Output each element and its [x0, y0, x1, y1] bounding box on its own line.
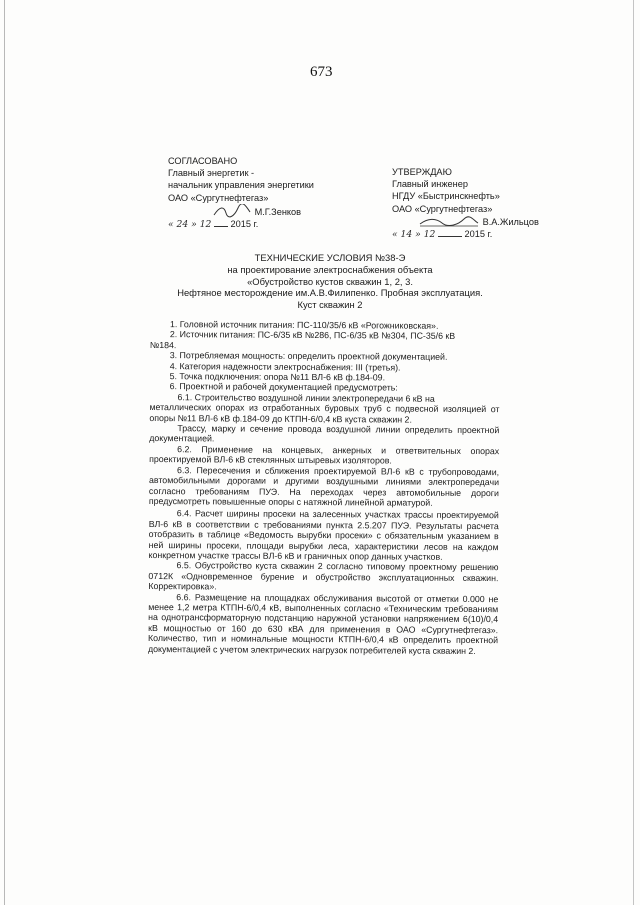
approval-line: Главный энергетик -	[168, 168, 255, 179]
approval-block-agreed	[168, 155, 314, 231]
paragraph-text: 6.2. Применение на концевых, анкерных и ответвительных опорах проектируемой ВЛ-6 кВ стеклянных штыревых изоляторов.	[149, 444, 500, 466]
approval-line: НГДУ «Быстринскнефть»	[392, 191, 500, 202]
list-item: 6.1. Строительство воздушной линии электропередачи 6 кВ на	[177, 392, 435, 404]
list-item: 6. Проектной и рабочей документацией предусмотреть:	[169, 381, 398, 393]
approval-block-approved	[392, 166, 539, 241]
list-item: 2. Источник питания: ПС-6/35 кВ №286, ПС-6/35 кВ №304, ПС-35/6 кВ	[169, 329, 456, 342]
paragraph: металлических опорах из отработанных буровых труб с подвесной изоляцией от опоры №11 ВЛ-6 кВ ф.184-09 до КТПН-6/0,4 кВ куста скважин 2.	[149, 402, 500, 425]
approval-line: начальник управления энергетики	[168, 180, 314, 191]
title-line: на проектирование электроснабжения объекта	[227, 263, 433, 275]
list-item: 3. Потребляемая мощность: определить проектной документацией.	[169, 350, 448, 363]
paragraph	[149, 423, 499, 446]
paragraph	[148, 592, 498, 657]
title-line: ТЕХНИЧЕСКИЕ УСЛОВИЯ №38-Э	[254, 252, 406, 263]
approval-line: ОАО «Сургутнефтегаз»	[392, 203, 493, 214]
paragraph	[149, 465, 499, 509]
approval-line: Главный инженер	[392, 179, 468, 190]
approval-date-underline	[214, 226, 228, 227]
document-body	[148, 319, 500, 656]
signature-image	[212, 204, 252, 218]
paragraph	[148, 560, 498, 593]
paragraph-text: Трассу, марку и сечение провода воздушной линии определить проектной документацией.	[149, 423, 500, 444]
paragraph-text: 6.4. Расчет ширины просеки на залесенных участках трассы проектируемой ВЛ-6 кВ в соответствии с требованиями пункта 2.5.207 ПУЭ. Результаты расчета отобразить в таблице «Ведомость вырубки просеки» с обязательным указанием в ней ширины просеки, площади вырубки леса, характеристики лесов на каждом конкретном участке трассы ВЛ-6 кВ и граничных опор данных участков.	[148, 508, 499, 562]
approval-date-handwritten: « 14 » 12	[392, 229, 436, 241]
paragraph	[149, 508, 499, 562]
approval-signer: В.А.Жильцов	[482, 216, 539, 227]
paragraph-text: 6.3. Пересечения и сближения проектируемой ВЛ-6 кВ с трубопроводами, автомобильными дорогами и другими воздушными линиями электропередачи согласно требованиям ПУЭ. На переходах через автомобильные дороги предусмотреть повышенные опоры с натяжной линейной арматурой.	[148, 464, 500, 508]
approval-heading: УТВЕРЖДАЮ	[392, 167, 452, 177]
scan-edge-left	[4, 0, 5, 905]
title-line: Нефтяное месторождение им.А.В.Филипенко. Пробная эксплуатация.	[177, 287, 483, 299]
list-item: 4. Категория надежности электроснабжения: III (третья).	[169, 360, 401, 373]
paragraph-text: 6.6. Размещение на площадках обслуживания высотой от отметки 0.000 не менее 1,2 метра КТПН-6/0,4 кВ, выполненных согласно «Техническим требованиям на однотрансформаторную подстанцию наружной установки напряжением 6(10)/0,4 кВ мощностью от 160 до 630 кВА для применения в ОАО «Сургутнефтегаз». Количество, тип и номинальные мощности КТПН-6/0,4 кВ определить проектной документацией с учетом электрических нагрузок потребителей куста скважин 2.	[147, 591, 499, 656]
list-item-continuation: №184.	[149, 339, 177, 350]
list-item: 5. Точка подключения: опора №11 ВЛ-6 кВ ф.184-09.	[169, 371, 386, 383]
approval-date-handwritten: « 24 » 12	[168, 219, 212, 231]
approval-heading: СОГЛАСОВАНО	[168, 156, 238, 166]
approval-signer: М.Г.Зенков	[254, 206, 302, 217]
signature-image	[418, 215, 480, 227]
approval-line: ОАО «Сургутнефтегаз»	[168, 192, 269, 203]
list-item: 1. Головной источник питания: ПС-110/35/6 кВ «Рогожниковская».	[169, 319, 439, 331]
approval-date-year: 2015 г.	[464, 229, 493, 240]
scan-edge-right	[633, 0, 634, 905]
title-line: Куст скважин 2	[297, 299, 363, 311]
approval-date-year: 2015 г.	[230, 219, 259, 230]
paragraph-text: 6.5. Обустройство куста скважин 2 согласно типовому проектному решению 0712К «Одновременное бурение и обустройство эксплуатационных скважин. Корректировка».	[148, 560, 499, 592]
paragraph	[149, 444, 499, 467]
document-title	[150, 252, 510, 311]
approval-date-underline	[438, 236, 462, 237]
title-line: «Обустройство кустов скважин 1, 2, 3.	[247, 275, 413, 287]
page-number: 673	[310, 64, 333, 80]
